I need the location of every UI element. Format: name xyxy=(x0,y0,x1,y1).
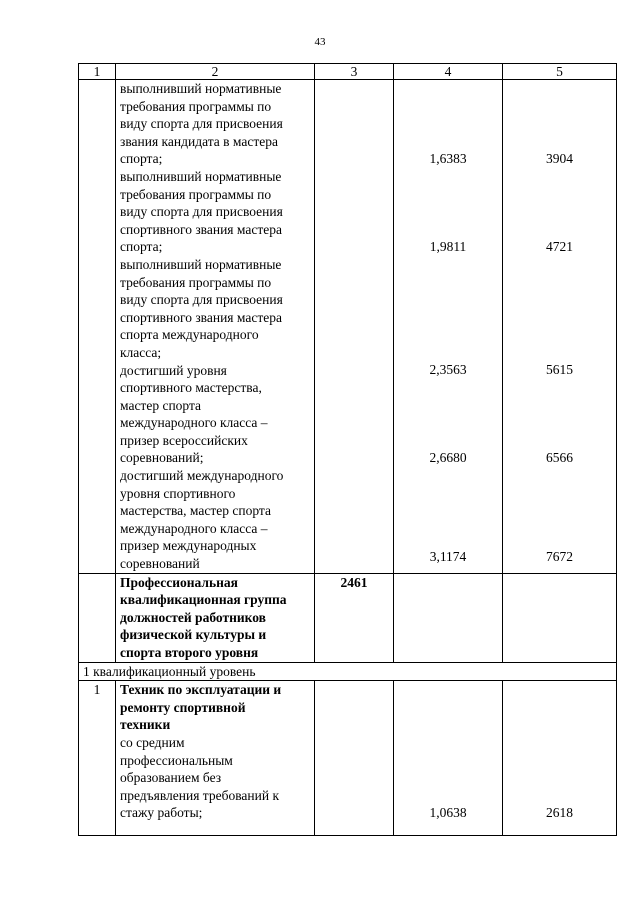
group-title-line: должностей работников xyxy=(120,609,266,625)
group-base-salary: 2461 xyxy=(315,573,394,662)
description-line: спортивного звания мастера xyxy=(120,309,282,325)
header-row xyxy=(79,64,617,80)
salary-table xyxy=(78,63,617,836)
description-line: международного класса – xyxy=(120,415,268,431)
description-line: виду спорта для присвоения xyxy=(120,292,283,308)
position-line: со средним xyxy=(120,734,185,750)
level-row xyxy=(79,662,617,681)
group-title-cell xyxy=(116,573,315,662)
row-number: 1 xyxy=(79,681,116,836)
salary-cell xyxy=(503,80,617,574)
description-line: выполнивший нормативные xyxy=(120,81,282,96)
header-col-4: 4 xyxy=(394,64,503,80)
salary-value: 7672 xyxy=(546,549,573,564)
description-line: выполнивший нормативные xyxy=(120,168,282,184)
header-col-3: 3 xyxy=(315,64,394,80)
salary-value: 6566 xyxy=(546,450,573,465)
base-salary-cell xyxy=(315,681,394,836)
table-row xyxy=(79,80,617,574)
header-col-2: 2 xyxy=(116,64,315,80)
description-line: выполнивший нормативные xyxy=(120,256,282,272)
coefficient-value: 1,0638 xyxy=(429,805,467,821)
group-coef-cell xyxy=(394,573,503,662)
position-line: стажу работы; xyxy=(120,805,203,821)
salary-value: 5615 xyxy=(546,362,573,377)
position-line: предъявления требований к xyxy=(120,787,280,803)
description-line: требования программы по xyxy=(120,186,272,202)
description-line: мастерства, мастер спорта xyxy=(120,503,271,519)
description-line: спорта; xyxy=(120,151,163,167)
description-line: международного класса – xyxy=(120,520,268,536)
group-title-line: физической культуры и xyxy=(120,627,267,643)
description-line: достигший уровня xyxy=(120,362,227,378)
description-line: требования программы по xyxy=(120,98,272,114)
position-line: профессиональным xyxy=(120,752,233,768)
coefficient-value: 2,6680 xyxy=(429,450,467,465)
description-line: спортивного звания мастера xyxy=(120,221,282,237)
coefficient-value: 1,6383 xyxy=(429,151,467,166)
description-line: соревнований xyxy=(120,556,200,572)
description-line: соревнований; xyxy=(120,450,204,466)
coefficient-cell xyxy=(394,681,503,836)
description-line: мастер спорта xyxy=(120,397,202,413)
coefficient-cell xyxy=(394,80,503,574)
description-line: призер международных xyxy=(120,538,257,554)
position-title-line: ремонту спортивной xyxy=(120,699,246,715)
description-line: спортивного мастерства, xyxy=(120,380,262,396)
salary-value: 3904 xyxy=(546,151,573,166)
description-line: спорта; xyxy=(120,239,163,255)
salary-cell xyxy=(503,681,617,836)
header-col-1: 1 xyxy=(79,64,116,80)
position-title-line: техники xyxy=(120,717,171,733)
description-line: уровня спортивного xyxy=(120,485,236,501)
description-line: требования программы по xyxy=(120,274,272,290)
description-line: класса; xyxy=(120,344,162,360)
position-title-line: Техник по эксплуатации и xyxy=(120,682,282,698)
group-title-line: спорта второго уровня xyxy=(120,645,259,660)
description-line: призер всероссийских xyxy=(120,432,248,448)
group-title-line: Профессиональная xyxy=(120,574,238,590)
description-line: виду спорта для присвоения xyxy=(120,204,283,220)
position-line: образованием без xyxy=(120,770,222,786)
table-row xyxy=(79,681,617,836)
description-line: звания кандидата в мастера xyxy=(120,133,278,149)
header-col-5: 5 xyxy=(503,64,617,80)
group-title-line: квалификационная группа xyxy=(120,592,287,608)
description-line: спорта международного xyxy=(120,327,259,343)
coefficient-value: 3,1174 xyxy=(429,549,467,564)
row-number-cell xyxy=(79,80,116,574)
group-salary-cell xyxy=(503,573,617,662)
description-cell xyxy=(116,80,315,574)
coefficient-value: 2,3563 xyxy=(429,362,467,377)
salary-value: 4721 xyxy=(546,239,573,254)
position-cell xyxy=(116,681,315,836)
description-line: достигший международного xyxy=(120,468,284,484)
group-number-cell xyxy=(79,573,116,662)
salary-value: 2618 xyxy=(546,805,573,821)
group-row xyxy=(79,573,617,662)
base-salary-cell xyxy=(315,80,394,574)
page-number: 43 xyxy=(314,36,326,48)
coefficient-value: 1,9811 xyxy=(429,239,467,254)
qualification-level: 1 квалификационный уровень xyxy=(79,662,617,681)
description-line: виду спорта для присвоения xyxy=(120,116,283,132)
